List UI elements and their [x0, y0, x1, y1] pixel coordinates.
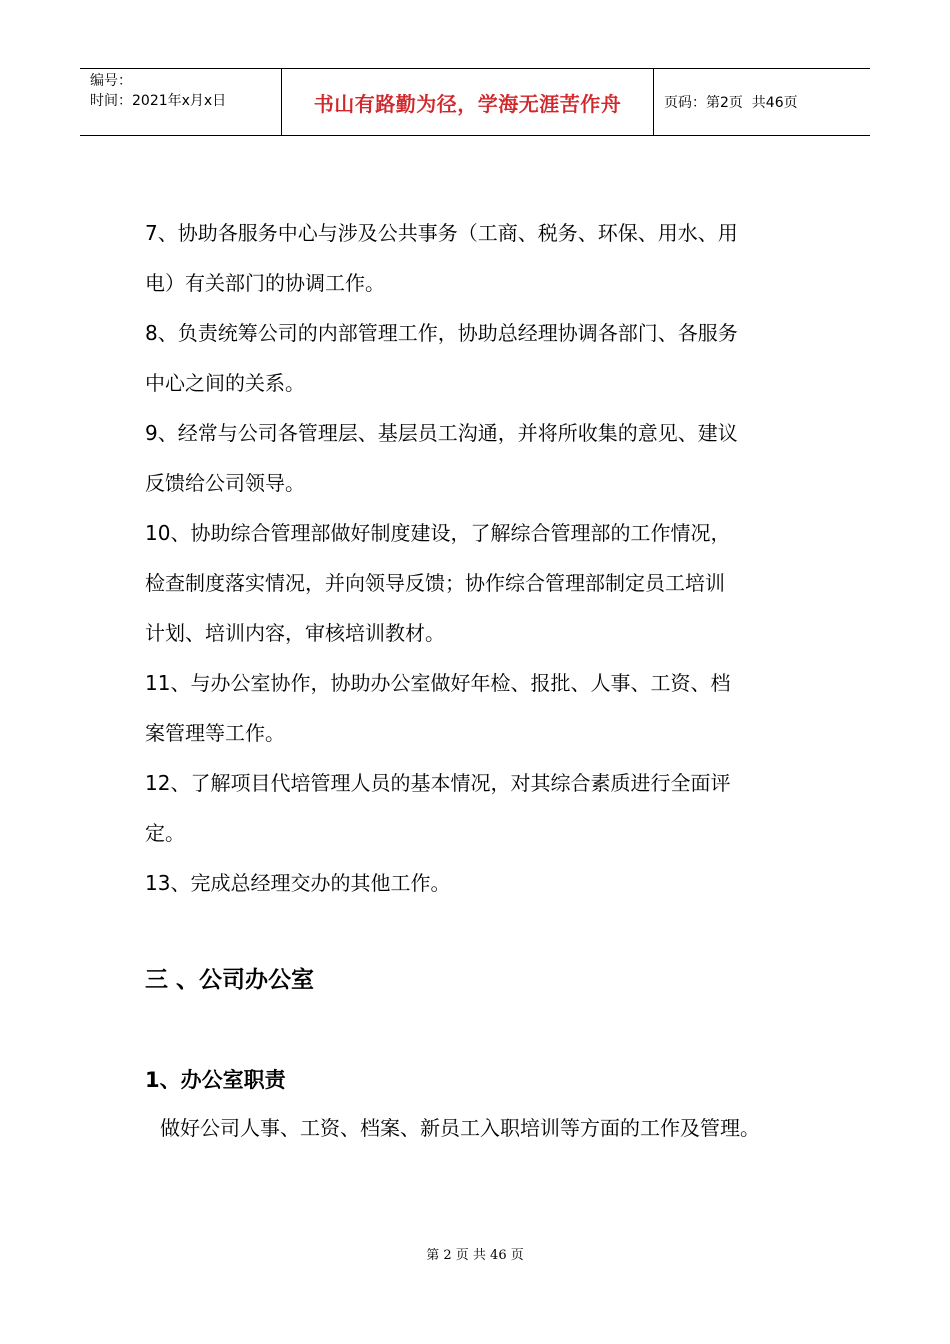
list-item-line: 11、与办公室协作，协助办公室做好年检、报批、人事、工资、档: [145, 671, 731, 695]
list-item-line: 计划、培训内容，审核培训教材。: [145, 621, 445, 645]
date-line: 时间：2021年x月x日: [90, 93, 227, 109]
body-paragraph: 做好公司人事、工资、档案、新员工入职培训等方面的工作及管理。: [160, 1116, 760, 1140]
header-page-info-cell: [654, 69, 870, 135]
header-meta-cell: [80, 69, 282, 135]
list-item-line: 电）有关部门的协调工作。: [145, 271, 385, 295]
list-item-line: 反馈给公司领导。: [145, 471, 305, 495]
list-item: [145, 208, 825, 308]
list-item-line: 定。: [145, 821, 185, 845]
list-item-line: 案管理等工作。: [145, 721, 285, 745]
list-item-line: 8、负责统筹公司的内部管理工作，协助总经理协调各部门、各服务: [145, 321, 738, 345]
list-item-line: 10、协助综合管理部做好制度建设，了解综合管理部的工作情况，: [145, 521, 731, 545]
subsection-title: 1、办公室职责: [145, 1068, 286, 1092]
duty-list: [145, 208, 825, 908]
header-page-info: 页码：第2页 共46页: [664, 95, 798, 111]
list-item: [145, 658, 825, 758]
list-item-line: 中心之间的关系。: [145, 371, 305, 395]
header-motto: 书山有路勤为径，学海无涯苦作舟: [282, 69, 654, 135]
list-item: [145, 858, 825, 908]
section-title: 三 、公司办公室: [145, 967, 315, 993]
list-item: [145, 408, 825, 508]
list-item-line: 12、了解项目代培管理人员的基本情况，对其综合素质进行全面评: [145, 771, 731, 795]
list-item-line: 13、完成总经理交办的其他工作。: [145, 871, 451, 895]
serial-number-label: 编号：: [90, 73, 132, 89]
list-item: [145, 308, 825, 408]
page-footer: 第 2 页 共 46 页: [426, 1248, 524, 1263]
list-item: [145, 758, 825, 858]
list-item-line: 7、协助各服务中心与涉及公共事务（工商、税务、环保、用水、用: [145, 221, 738, 245]
list-item-line: 9、经常与公司各管理层、基层员工沟通，并将所收集的意见、建议: [145, 421, 738, 445]
list-item-line: 检查制度落实情况，并向领导反馈；协作综合管理部制定员工培训: [145, 571, 725, 595]
page-header: [80, 68, 870, 136]
list-item: [145, 508, 825, 658]
